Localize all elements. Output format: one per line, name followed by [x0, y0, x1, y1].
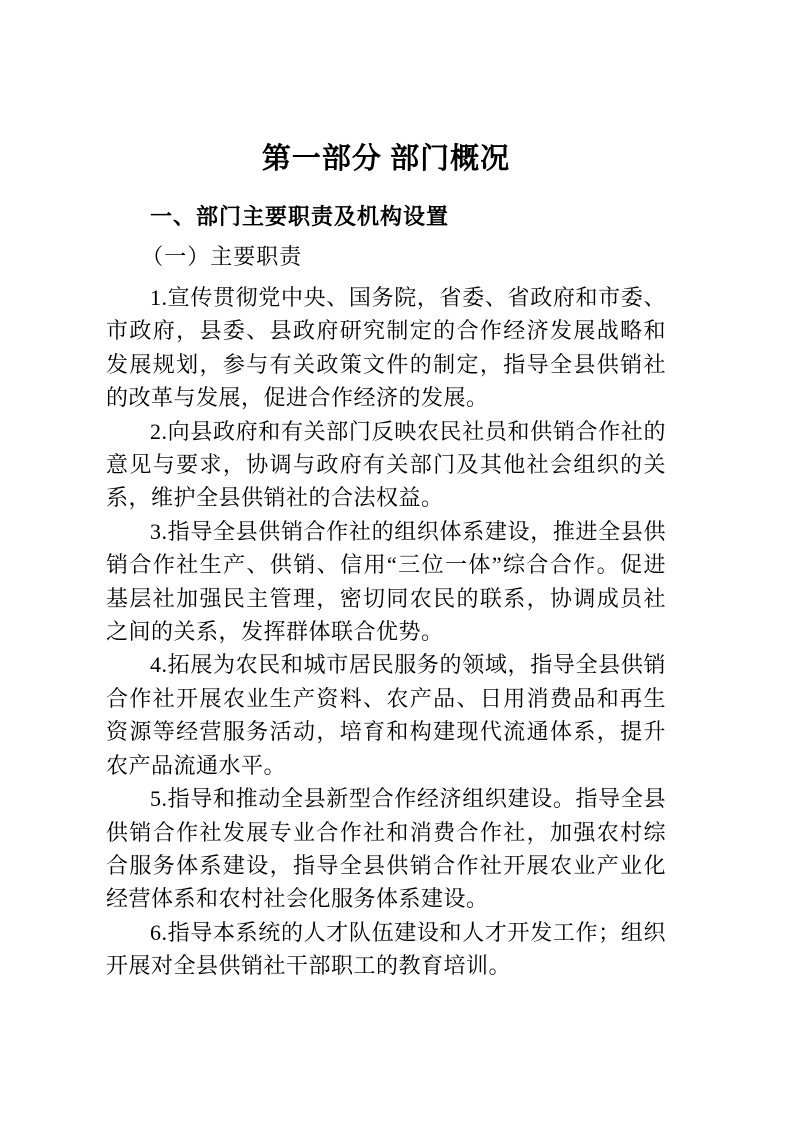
paragraph-5: 5.指导和推动全县新型合作经济组织建设。指导全县供销合作社发展专业合作社和消费合作社，加强农村综合服务体系建设，指导全县供销合作社开展农业产业化经营体系和农村社会化服务体系建设。	[106, 786, 666, 912]
paragraph-6: 6.指导本系统的人才队伍建设和人才开发工作；组织开展对全县供销社干部职工的教育培训。	[106, 919, 666, 979]
body-text	[106, 281, 666, 983]
paragraph-2: 2.向县政府和有关部门反映农民社员和供销合作社的意见与要求，协调与政府有关部门及其他社会组织的关系，维护全县供销社的合法权益。	[106, 418, 666, 511]
section-heading: 一、部门主要职责及机构设置	[150, 204, 450, 229]
paragraph-3: 3.指导全县供销合作社的组织体系建设，推进全县供销合作社生产、供销、信用“三位一体”综合合作。促进基层社加强民主管理，密切同农民的联系，协调成员社之间的关系，发挥群体联合优势。	[106, 518, 666, 645]
subsection-heading: （一）主要职责	[141, 244, 303, 269]
paragraph-1: 1.宣传贯彻党中央、国务院，省委、省政府和市委、市政府，县委、县政府研究制定的合作经济发展战略和发展规划，参与有关政策文件的制定，指导全县供销社的改革与发展，促进合作经济的发展。	[106, 285, 666, 411]
document-content	[106, 0, 666, 983]
page-title: 第一部分 部门概况	[261, 143, 511, 175]
paragraph-4: 4.拓展为农民和城市居民服务的领域，指导全县供销合作社开展农业生产资料、农产品、日用消费品和再生资源等经营服务活动，培育和构建现代流通体系，提升农产品流通水平。	[106, 652, 666, 778]
